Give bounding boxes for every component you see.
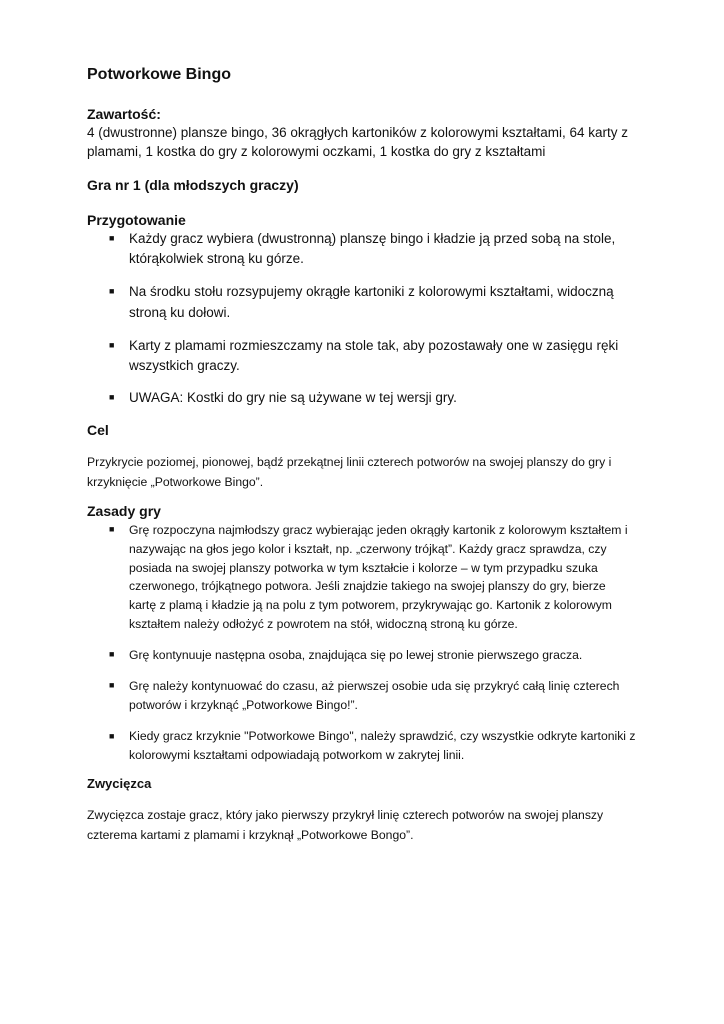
rules-heading: Zasady gry (87, 503, 161, 519)
list-item: czerwonego, trójkątnego potwora. Jeśli znajdzie takiego na swojej planszy do gry, bierze (129, 579, 606, 593)
list-item: kartę z plamą i kładzie ją na polu z tym potworem, przykrywając go. Kartonik z kolorowym (129, 598, 612, 612)
list-item: Grę należy kontynuować do czasu, aż pierwszej osobie uda się przykryć całą linię czterech (129, 679, 620, 693)
list-item: kształtem należy odłożyć z powrotem na stół, widoczną stroną ku górze. (129, 617, 518, 631)
game1-heading: Gra nr 1 (dla młodszych graczy) (87, 177, 299, 193)
setup-heading: Przygotowanie (87, 212, 186, 228)
list-item: nazywając na głos jego kolor i kształt, np. „czerwony trójkąt”. Każdy gracz sprawdza, czy (129, 542, 607, 556)
document-title: Potworkowe Bingo (87, 66, 231, 83)
bullet-icon: ■ (109, 340, 115, 350)
list-item: Kiedy gracz krzyknie "Potworkowe Bingo", należy sprawdzić, czy wszystkie odkryte kartoniki z (129, 729, 636, 743)
bullet-icon: ■ (109, 680, 115, 690)
bullet-icon: ■ (109, 233, 115, 243)
winner-line: Zwycięzca zostaje gracz, który jako pierwszy przykrył linię czterech potworów na swojej planszy (87, 808, 604, 822)
list-item: Każdy gracz wybiera (dwustronną) planszę bingo i kładzie ją przed sobą na stole, (129, 231, 616, 246)
bullet-icon: ■ (109, 524, 115, 534)
bullet-icon: ■ (109, 286, 115, 296)
bullet-icon: ■ (109, 731, 115, 741)
list-item: Karty z plamami rozmieszczamy na stole tak, aby pozostawały one w zasięgu ręki (129, 338, 619, 353)
goal-line: Przykrycie poziomej, pionowej, bądź przekątnej linii czterech potworów na swojej planszy do gry i (87, 455, 612, 469)
bullet-icon: ■ (109, 392, 115, 402)
list-item: którąkolwiek stroną ku górze. (129, 251, 304, 266)
list-item: kolorowymi kształtami odpowiadają potworkom w zakrytej linii. (129, 748, 465, 762)
goal-heading: Cel (87, 422, 109, 438)
winner-line: czterema kartami z plamami i krzyknął „Potworkowe Bongo”. (87, 828, 414, 842)
list-item: posiada na swojej planszy potworka w tym kształcie i kolorze – w tym przypadku szuka (129, 561, 598, 575)
contents-line: 4 (dwustronne) plansze bingo, 36 okrągłych kartoników z kolorowymi kształtami, 64 karty z (87, 125, 628, 140)
list-item: wszystkich graczy. (129, 358, 240, 373)
list-item: Grę kontynuuje następna osoba, znajdująca się po lewej stronie pierwszego gracza. (129, 648, 583, 662)
contents-line: plamami, 1 kostka do gry z kolorowymi oczkami, 1 kostka do gry z kształtami (87, 144, 546, 159)
list-item: UWAGA: Kostki do gry nie są używane w tej wersji gry. (129, 390, 457, 405)
list-item: potworów i krzyknąć „Potworkowe Bingo!”. (129, 698, 358, 712)
bullet-icon: ■ (109, 649, 115, 659)
contents-heading: Zawartość: (87, 106, 161, 122)
list-item: Na środku stołu rozsypujemy okrągłe kartoniki z kolorowymi kształtami, widoczną (129, 284, 614, 299)
goal-line: krzyknięcie „Potworkowe Bingo”. (87, 475, 264, 489)
list-item: stroną ku dołowi. (129, 305, 231, 320)
winner-heading: Zwycięzca (87, 776, 152, 791)
list-item: Grę rozpoczyna najmłodszy gracz wybierając jeden okrągły kartonik z kolorowym kształtem i (129, 523, 628, 537)
